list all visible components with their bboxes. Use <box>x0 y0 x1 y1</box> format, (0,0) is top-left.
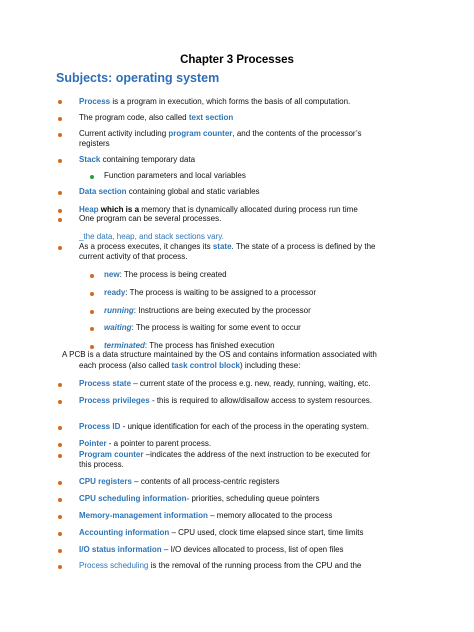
state-waiting: waiting: The process is waiting for some event to occur <box>104 323 301 332</box>
subject-heading: Subjects: operating system <box>56 71 220 85</box>
bullet-icon <box>58 481 62 485</box>
bullet-icon <box>58 218 62 222</box>
page-title: Chapter 3 Processes <box>180 54 294 66</box>
bullet-icon <box>58 159 62 163</box>
pcb-memory-management: Memory-management information – memory allocated to the process <box>79 511 333 520</box>
pcb-description-cont: each process (also called task control block) including these: <box>79 361 301 370</box>
sub-bullet-icon <box>90 292 94 296</box>
bullet-icon <box>58 565 62 569</box>
sub-bullet-icon <box>90 175 94 179</box>
bullet-process-state-cont: current activity of that process. <box>79 252 188 261</box>
bullet-one-program: One program can be several processes. <box>79 214 222 223</box>
pcb-process-privileges: Process privileges - this is required to allow/disallow access to system resources. <box>79 396 373 405</box>
bullet-icon <box>58 246 62 250</box>
sub-bullet-icon <box>90 327 94 331</box>
pcb-cpu-registers: CPU registers – contents of all process-centric registers <box>79 477 280 486</box>
pcb-accounting: Accounting information – CPU used, clock time elapsed since start, time limits <box>79 528 364 537</box>
state-running: running: Instructions are being executed by the processor <box>104 306 311 315</box>
sub-bullet-icon <box>90 345 94 349</box>
bullet-icon <box>58 532 62 536</box>
pcb-pointer: Pointer - a pointer to parent process. <box>79 439 212 448</box>
bullet-stack: Stack containing temporary data <box>79 155 196 164</box>
pcb-cpu-scheduling: CPU scheduling information- priorities, scheduling queue pointers <box>79 494 320 503</box>
sub-bullet-icon <box>90 310 94 314</box>
term-process: Process <box>79 97 111 106</box>
pcb-program-counter-cont: this process. <box>79 460 124 469</box>
pcb-description: A PCB is a data structure maintained by the OS and contains information associated with <box>62 350 377 359</box>
bullet-icon <box>58 498 62 502</box>
bullet-icon <box>58 209 62 213</box>
sub-bullet-icon <box>90 274 94 278</box>
bullet-current-activity: Current activity including program counter, and the contents of the processor’s <box>79 129 362 138</box>
process-scheduling: Process scheduling is the removal of the running process from the CPU and the <box>79 561 362 570</box>
bullet-icon <box>58 515 62 519</box>
bullet-data-section: Data section containing global and static variables <box>79 187 260 196</box>
state-new: new: The process is being created <box>104 270 227 279</box>
bullet-icon <box>58 100 62 104</box>
bullet-process-state: As a process executes, it changes its state. The state of a process is defined by the <box>79 242 376 251</box>
pcb-program-counter: Program counter –indicates the address of the next instruction to be executed for <box>79 450 371 459</box>
bullet-current-activity-cont: registers <box>79 139 110 148</box>
bullet-icon <box>58 117 62 121</box>
bullet-icon <box>58 426 62 430</box>
state-terminated: terminated: The process has finished execution <box>104 341 275 350</box>
bullet-icon <box>58 549 62 553</box>
bullet-process: Process is a program in execution, which forms the basis of all computation. <box>79 97 351 106</box>
pcb-process-id: Process ID - unique identification for each of the process in the operating system. <box>79 422 369 431</box>
bullet-icon <box>58 400 62 404</box>
pcb-process-state: Process state – current state of the process e.g. new, ready, running, waiting, etc. <box>79 379 371 388</box>
bullet-icon <box>58 133 62 137</box>
pcb-io-status: I/O status information – I/O devices allocated to process, list of open files <box>79 545 344 554</box>
state-ready: ready: The process is waiting to be assigned to a processor <box>104 288 316 297</box>
bullet-icon <box>58 454 62 458</box>
bullet-icon <box>58 191 62 195</box>
sub-bullet-function-params: Function parameters and local variables <box>104 171 246 180</box>
bullet-icon <box>58 383 62 387</box>
note-sections-vary: _the data, heap, and stack sections vary. <box>79 232 224 241</box>
bullet-heap: Heap which is a memory that is dynamically allocated during process run time <box>79 205 358 214</box>
bullet-icon <box>58 443 62 447</box>
bullet-text-section: The program code, also called text section <box>79 113 234 122</box>
